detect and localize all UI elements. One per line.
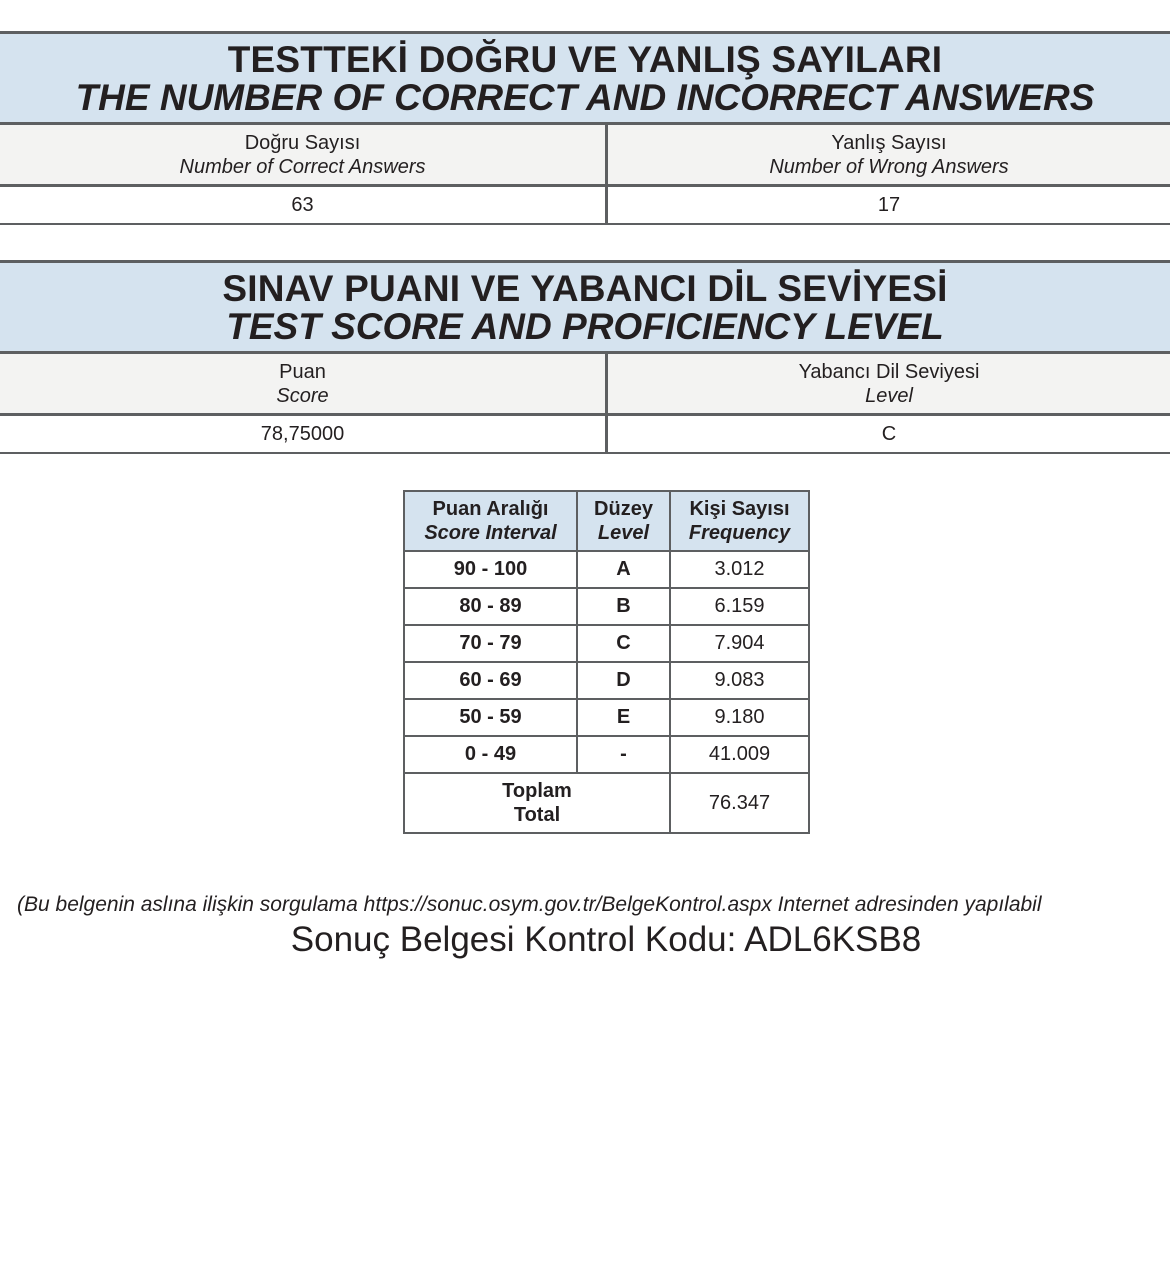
score-interval-header-en: Score Interval (424, 522, 557, 544)
level-cell: - (577, 736, 670, 773)
score-label-en: Score (276, 385, 329, 407)
correct-label-en: Number of Correct Answers (179, 156, 426, 178)
score-distribution-table (403, 490, 810, 834)
frequency-cell: 9.180 (670, 699, 809, 736)
level-label-tr: Yabancı Dil Seviyesi (798, 361, 980, 383)
wrong-label-en: Number of Wrong Answers (769, 156, 1009, 178)
answers-title-en: THE NUMBER OF CORRECT AND INCORRECT ANSWERS (75, 77, 1095, 118)
answers-section (0, 31, 1170, 225)
frequency-cell: 3.012 (670, 551, 809, 588)
level-col-header-tr: Düzey (594, 498, 653, 520)
total-label-en: Total (513, 804, 561, 826)
score-title-en: TEST SCORE AND PROFICIENCY LEVEL (226, 306, 944, 347)
interval-cell: 60 - 69 (404, 662, 577, 699)
interval-cell: 80 - 89 (404, 588, 577, 625)
table-row (404, 588, 809, 625)
score-title-band (0, 260, 1170, 354)
frequency-cell: 6.159 (670, 588, 809, 625)
distribution-header-row (404, 491, 809, 551)
correct-answers-value: 63 (291, 194, 314, 216)
level-col-header-en: Level (597, 522, 650, 544)
frequency-header (670, 491, 809, 551)
level-cell: C (577, 625, 670, 662)
table-row (404, 736, 809, 773)
correct-label-tr: Doğru Sayısı (244, 132, 361, 154)
total-row (404, 773, 809, 833)
wrong-answers-value: 17 (605, 187, 1170, 223)
answers-title-tr: TESTTEKİ DOĞRU VE YANLIŞ SAYILARI (227, 39, 943, 80)
table-row (404, 662, 809, 699)
total-label-cell (404, 773, 670, 833)
wrong-label-tr: Yanlış Sayısı (831, 132, 947, 154)
total-label-tr: Toplam (502, 780, 572, 802)
frequency-header-en: Frequency (688, 522, 791, 544)
score-section (0, 260, 1170, 454)
table-row (404, 551, 809, 588)
level-cell: A (577, 551, 670, 588)
answers-title-band (0, 31, 1170, 125)
frequency-cell: 41.009 (670, 736, 809, 773)
level-cell: B (577, 588, 670, 625)
answers-header-row (0, 125, 1170, 187)
score-value-row (0, 416, 1170, 454)
correct-answers-header (0, 125, 605, 184)
interval-cell: 50 - 59 (404, 699, 577, 736)
table-row (404, 625, 809, 662)
level-cell: E (577, 699, 670, 736)
total-value-cell: 76.347 (670, 773, 809, 833)
interval-cell: 70 - 79 (404, 625, 577, 662)
level-label-en: Level (865, 385, 913, 407)
control-code: Sonuç Belgesi Kontrol Kodu: ADL6KSB8 (290, 920, 922, 959)
frequency-header-tr: Kişi Sayısı (689, 498, 790, 520)
score-interval-header (404, 491, 577, 551)
score-header-row (0, 354, 1170, 416)
wrong-answers-header (605, 125, 1170, 184)
frequency-cell: 9.083 (670, 662, 809, 699)
level-col-header (577, 491, 670, 551)
verification-note: (Bu belgenin aslına ilişkin sorgulama https://sonuc.osym.gov.tr/BelgeKontrol.aspx Internet adresinden yapılabil (17, 893, 1042, 916)
score-label-tr: Puan (279, 361, 326, 383)
level-cell: D (577, 662, 670, 699)
score-interval-header-tr: Puan Aralığı (432, 498, 549, 520)
interval-cell: 0 - 49 (404, 736, 577, 773)
level-header (605, 354, 1170, 413)
table-row (404, 699, 809, 736)
level-value: C (605, 416, 1170, 452)
score-title-tr: SINAV PUANI VE YABANCI DİL SEVİYESİ (222, 268, 948, 309)
answers-value-row (0, 187, 1170, 225)
score-header (0, 354, 605, 413)
score-value: 78,75000 (260, 423, 345, 445)
interval-cell: 90 - 100 (404, 551, 577, 588)
frequency-cell: 7.904 (670, 625, 809, 662)
